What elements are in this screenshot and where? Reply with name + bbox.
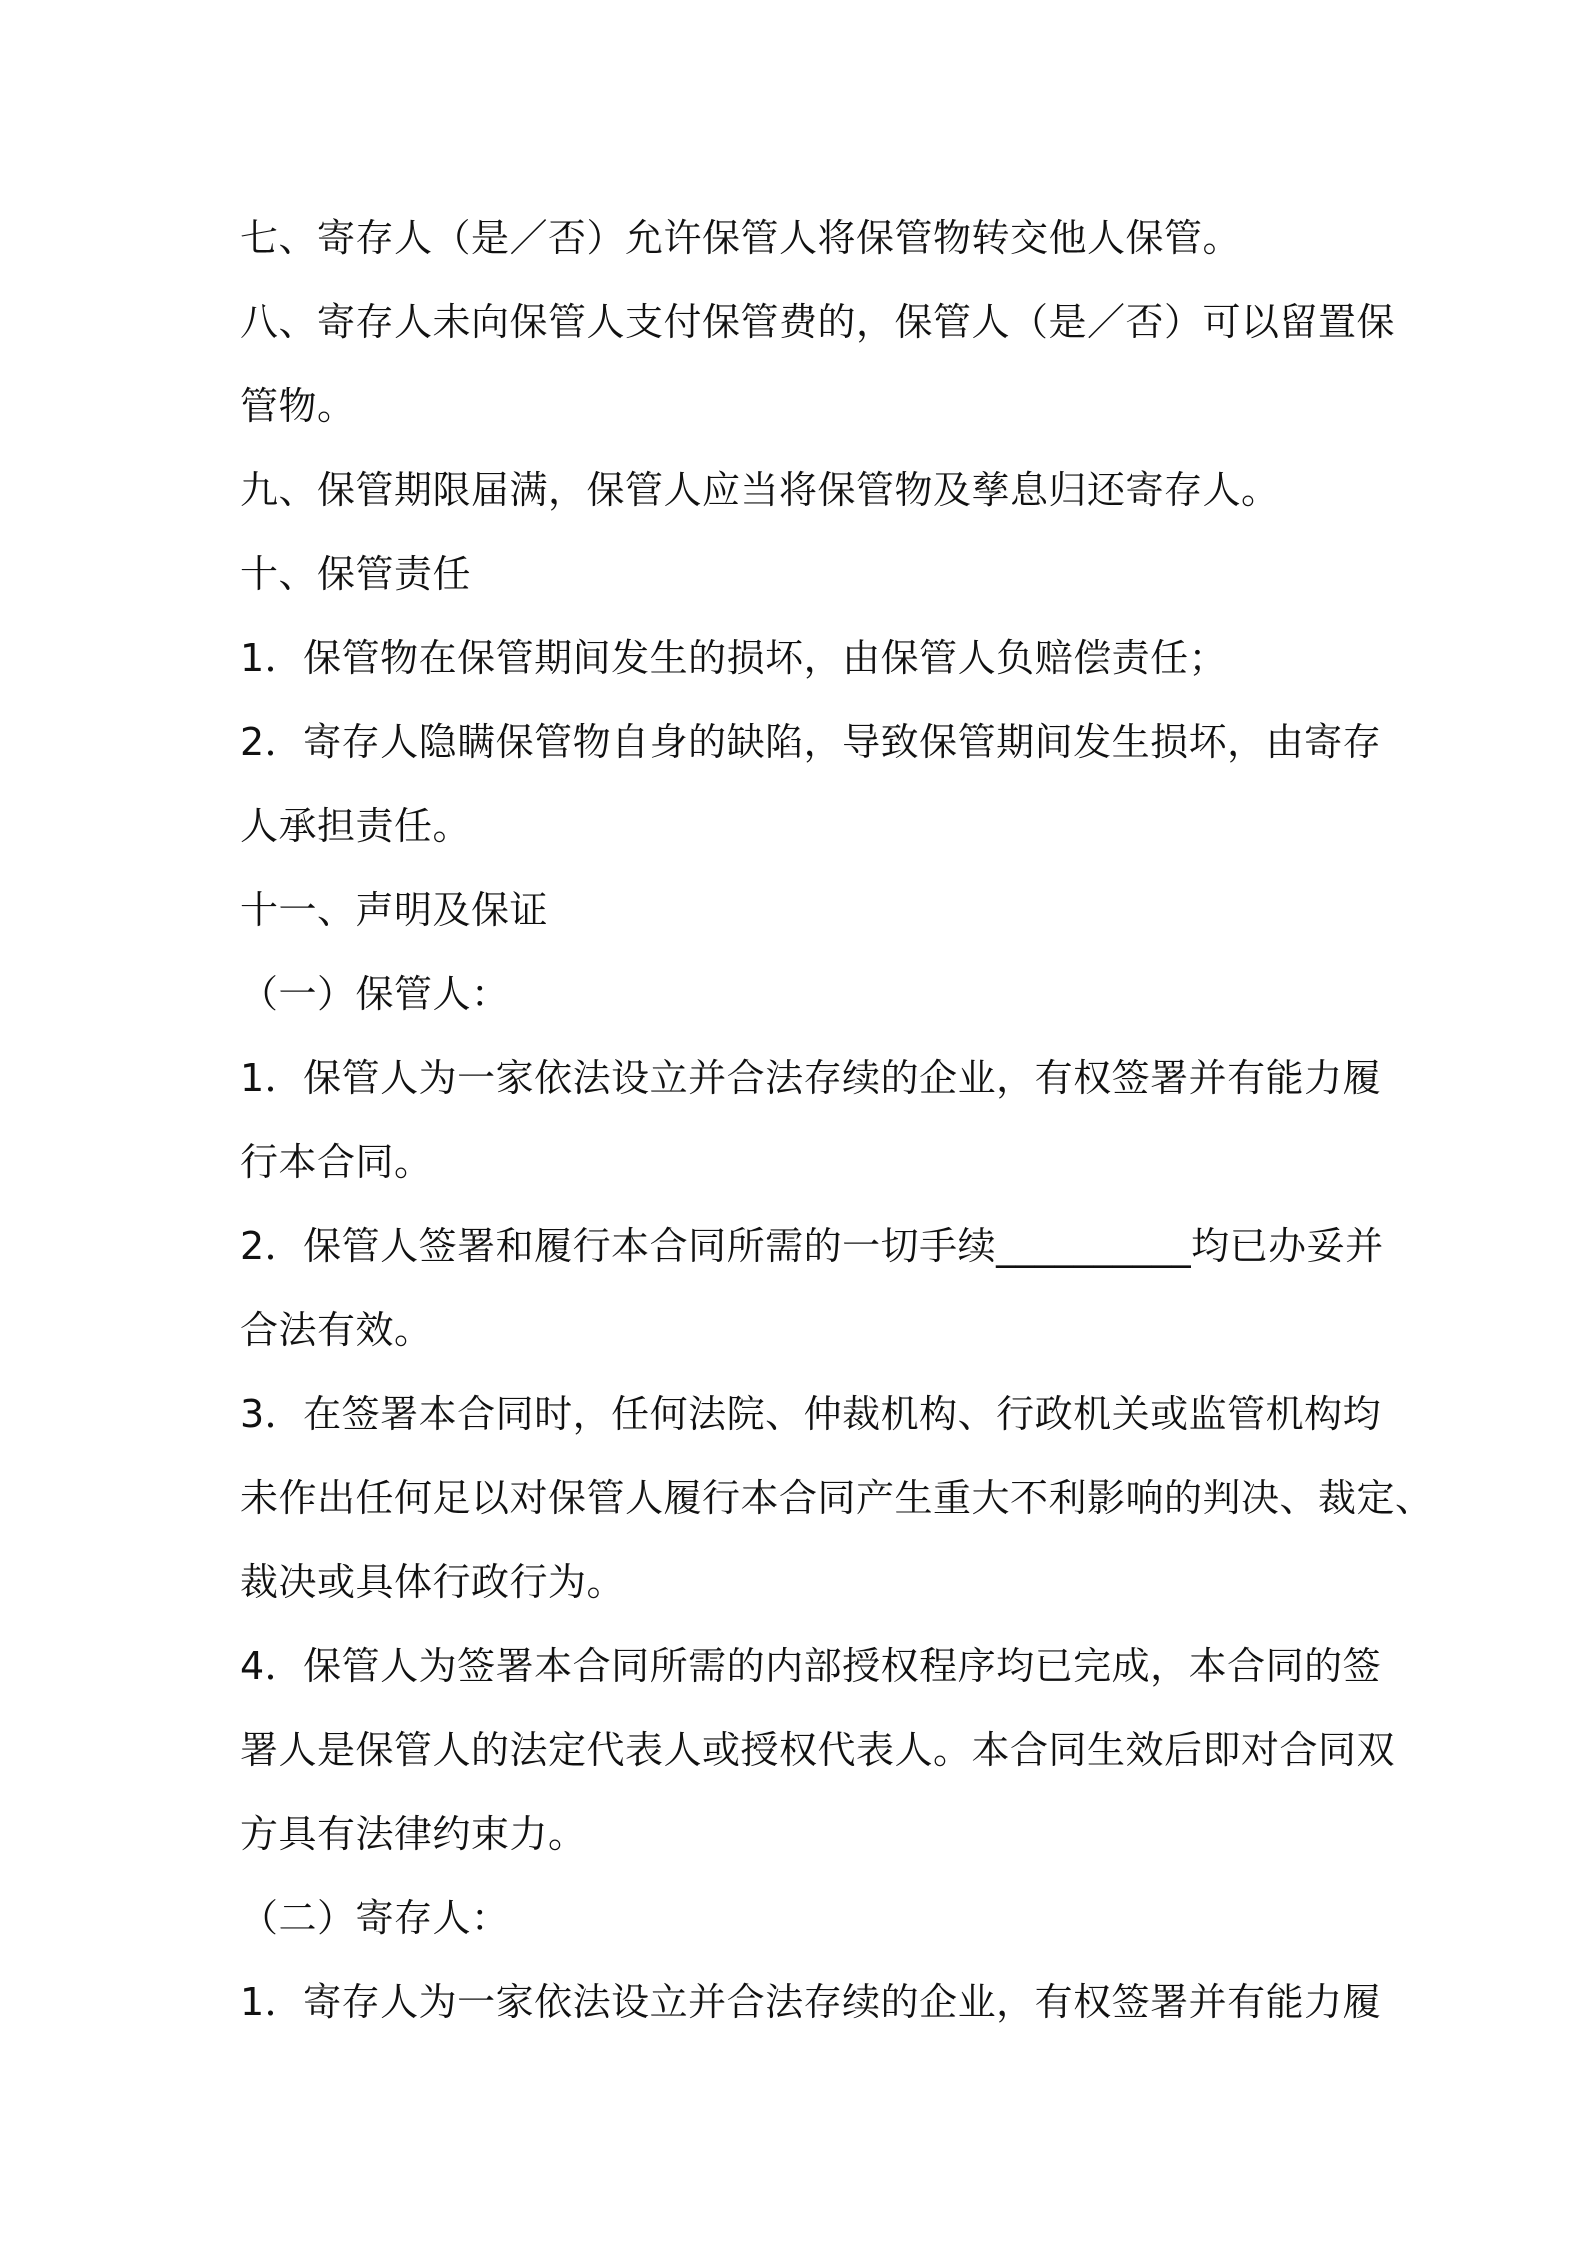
clause-11-heading: 十一、声明及保证 bbox=[240, 888, 549, 932]
custodian-item-1-cont: 行本合同。 bbox=[240, 1140, 433, 1184]
custodian-item-1: 1．保管人为一家依法设立并合法存续的企业，有权签署并有能力履 bbox=[240, 1056, 1382, 1100]
custodian-item-3: 3．在签署本合同时，任何法院、仲裁机构、行政机关或监管机构均 bbox=[240, 1392, 1382, 1436]
custodian-item-4-cont-1: 署人是保管人的法定代表人或授权代表人。本合同生效后即对合同双 bbox=[240, 1728, 1396, 1772]
subsection-depositor-heading: （二）寄存人： bbox=[240, 1896, 510, 1940]
custodian-item-3-cont-2: 裁决或具体行政行为。 bbox=[240, 1560, 626, 1604]
depositor-item-1: 1．寄存人为一家依法设立并合法存续的企业，有权签署并有能力履 bbox=[240, 1980, 1382, 2024]
clause-10-item-2: 2．寄存人隐瞒保管物自身的缺陷，导致保管期间发生损坏，由寄存 bbox=[240, 720, 1382, 764]
clause-10-item-1: 1．保管物在保管期间发生的损坏，由保管人负赔偿责任； bbox=[240, 636, 1228, 680]
clause-8: 八、寄存人未向保管人支付保管费的，保管人（是／否）可以留置保 bbox=[240, 300, 1396, 344]
document-body bbox=[240, 196, 1434, 2044]
clause-8-cont: 管物。 bbox=[240, 384, 356, 428]
custodian-item-3-cont-1: 未作出任何足以对保管人履行本合同产生重大不利影响的判决、裁定、 bbox=[240, 1476, 1434, 1520]
clause-10-item-2-cont: 人承担责任。 bbox=[240, 804, 472, 848]
custodian-item-2-cont: 合法有效。 bbox=[240, 1308, 433, 1352]
custodian-item-2: 2．保管人签署和履行本合同所需的一切手续__________均已办妥并 bbox=[240, 1224, 1384, 1268]
clause-10-heading: 十、保管责任 bbox=[240, 552, 472, 596]
subsection-custodian-heading: （一）保管人： bbox=[240, 972, 510, 1016]
clause-7: 七、寄存人（是／否）允许保管人将保管物转交他人保管。 bbox=[240, 216, 1242, 260]
clause-9: 九、保管期限届满，保管人应当将保管物及孳息归还寄存人。 bbox=[240, 468, 1280, 512]
custodian-item-4: 4．保管人为签署本合同所需的内部授权程序均已完成，本合同的签 bbox=[240, 1644, 1382, 1688]
custodian-item-4-cont-2: 方具有法律约束力。 bbox=[240, 1812, 587, 1856]
